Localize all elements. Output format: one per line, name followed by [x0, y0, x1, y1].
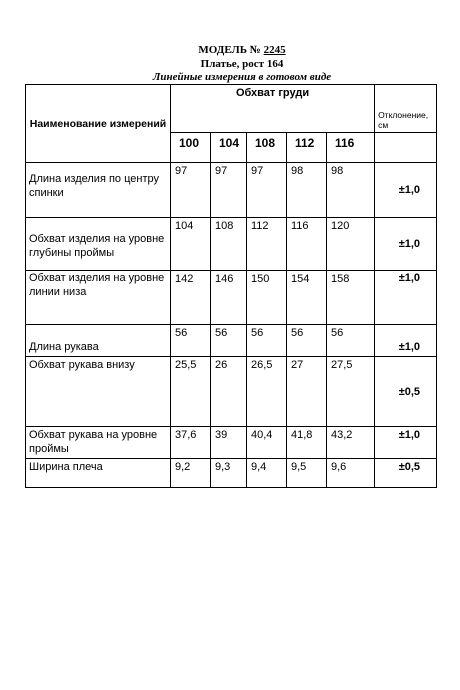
value-cell: 120	[327, 218, 375, 271]
bust-group-header: Обхват груди	[171, 85, 375, 133]
measurement-name: Длина рукава	[26, 325, 171, 357]
deviation-column-header: Отклонение, см	[375, 85, 437, 133]
value-cell: 104	[171, 218, 211, 271]
value-cell: 146	[211, 271, 247, 325]
value-cell: 112	[247, 218, 287, 271]
value-cell: 56	[327, 325, 375, 357]
value-cell: 9,5	[287, 459, 327, 488]
table-row	[26, 427, 437, 459]
value-cell: 27	[287, 357, 327, 427]
size-cell: 116	[327, 133, 375, 163]
deviation-cell: ±0,5	[375, 459, 437, 488]
measurements-table	[25, 84, 437, 488]
model-number: 2245	[263, 44, 286, 56]
value-cell: 150	[247, 271, 287, 325]
value-cell: 39	[211, 427, 247, 459]
measurement-name: Обхват рукава на уровне проймы	[26, 427, 171, 459]
value-cell: 56	[287, 325, 327, 357]
value-cell: 37,6	[171, 427, 211, 459]
size-cell: 100	[171, 133, 211, 163]
table-row	[26, 163, 437, 218]
value-cell: 158	[327, 271, 375, 325]
deviation-cell: ±1,0	[375, 218, 437, 271]
value-cell: 56	[247, 325, 287, 357]
value-cell: 108	[211, 218, 247, 271]
measurement-name: Обхват изделия на уровне линии низа	[26, 271, 171, 325]
table-row	[26, 218, 437, 271]
deviation-blank-cell	[375, 133, 437, 163]
value-cell: 97	[247, 163, 287, 218]
value-cell: 26,5	[247, 357, 287, 427]
deviation-cell: ±1,0	[375, 427, 437, 459]
measurement-name: Ширина плеча	[26, 459, 171, 488]
value-cell: 9,3	[211, 459, 247, 488]
value-cell: 142	[171, 271, 211, 325]
value-cell: 97	[171, 163, 211, 218]
name-column-header: Наименование измерений	[26, 85, 171, 163]
document-subtitle: Платье, рост 164	[200, 58, 284, 70]
value-cell: 40,4	[247, 427, 287, 459]
deviation-cell: ±1,0	[375, 271, 437, 325]
header-row	[26, 85, 437, 133]
table-caption: Линейные измерения в готовом виде	[152, 71, 332, 83]
value-cell: 98	[327, 163, 375, 218]
deviation-cell: ±0,5	[375, 357, 437, 427]
table-row	[26, 271, 437, 325]
value-cell: 56	[211, 325, 247, 357]
deviation-cell: ±1,0	[375, 325, 437, 357]
value-cell: 154	[287, 271, 327, 325]
value-cell: 43,2	[327, 427, 375, 459]
value-cell: 9,2	[171, 459, 211, 488]
value-cell: 26	[211, 357, 247, 427]
value-cell: 98	[287, 163, 327, 218]
size-cell: 104	[211, 133, 247, 163]
value-cell: 25,5	[171, 357, 211, 427]
measurement-name: Длина изделия по центру спинки	[26, 163, 171, 218]
model-label: МОДЕЛЬ №	[198, 44, 261, 56]
value-cell: 27,5	[327, 357, 375, 427]
table-row	[26, 357, 437, 427]
value-cell: 97	[211, 163, 247, 218]
size-cell: 112	[287, 133, 327, 163]
model-title	[0, 44, 460, 56]
value-cell: 9,4	[247, 459, 287, 488]
deviation-cell: ±1,0	[375, 163, 437, 218]
table-row	[26, 459, 437, 488]
size-cell: 108	[247, 133, 287, 163]
table-row	[26, 325, 437, 357]
value-cell: 9,6	[327, 459, 375, 488]
value-cell: 56	[171, 325, 211, 357]
measurement-name: Обхват изделия на уровне глубины проймы	[26, 218, 171, 271]
value-cell: 116	[287, 218, 327, 271]
value-cell: 41,8	[287, 427, 327, 459]
measurement-name: Обхват рукава внизу	[26, 357, 171, 427]
